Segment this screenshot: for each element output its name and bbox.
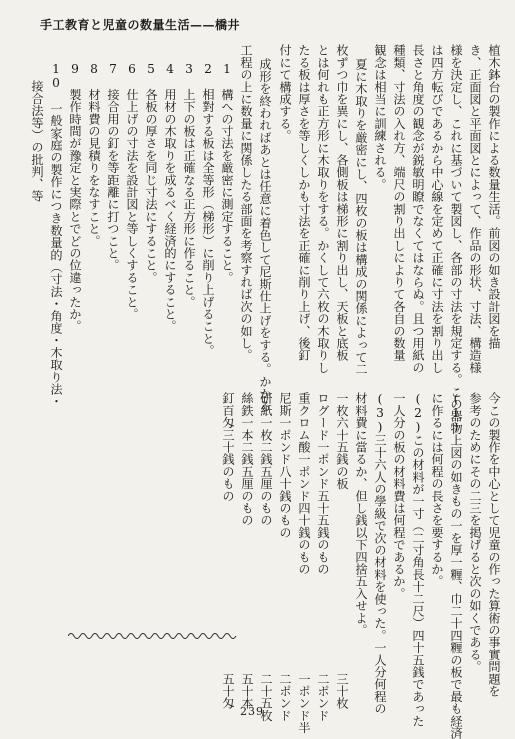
text-column: 今この製作を中心として児童の作った算術の事實問題を (487, 392, 501, 697)
text-column: とは何れも正方形に木取りをする。かくして六枚の木取りし (316, 44, 330, 374)
material-row: 釘百匁三十銭のもの 五十匁 (221, 392, 235, 710)
text-column: 観念は相当に訓練される。 (373, 44, 387, 191)
list-item: 7 接合用の釘を等距離に打つこと。 (106, 62, 120, 272)
text-column: 工程の上に数量に関係したる部面を考察すれば次の如し。 (239, 44, 253, 362)
problem-item: に作るには何程の長さを要するか。 (430, 392, 444, 588)
list-item: 2 相對する板は全等形（梯形）に削り上げること。 (201, 62, 215, 357)
problem-item: (3)三十六人の學級で次の材料を使った。一人分何程の (373, 392, 387, 715)
list-item: 9 製作時間が豫定と実際とでどの位違ったか。 (68, 62, 82, 333)
text-column: 参考のためにその二三を掲げると次の如くである。 (468, 392, 482, 673)
text-column: 夏に木取りを厳密にし、四枚の板は構成の関係によって二 (354, 58, 368, 376)
problem-item: 材料費に當るか、但し銭以下四捨五入せよ。 (354, 392, 368, 636)
material-row: 重クロム酸一ポンド四十銭のもの 一ポンド半 (297, 392, 311, 734)
list-item: 5 各板の厚さを同じ寸法にすること。 (144, 62, 158, 284)
text-column: 種類、寸法の入れ方、端尺の割り出しによりて各自の数量 (392, 44, 406, 362)
material-row: 絲鉄一本二銭五厘のもの 五十本 (240, 392, 254, 710)
text-column: 成形を終わればあとは任意に着色して尼斯仕上げをする。かかる (258, 58, 272, 412)
material-row: 尼斯一ポンド八十銭のもの 二ポンド (278, 392, 292, 722)
list-item: 1 構への寸法を厳密に測定すること。 (220, 62, 234, 284)
page-number: 239 (240, 705, 264, 718)
list-item: 4 用材の木取りを成るべく経済的にすること。 (163, 62, 177, 333)
list-item: 8 材料費の見積りをなすこと。 (87, 62, 101, 247)
text-column: き、正面図と平面図とによって、作品の形状、寸法、構造様 (468, 44, 482, 374)
wavy-divider (68, 630, 238, 642)
running-header: 手工教育と児童の数量生活——橋井 (40, 18, 241, 32)
text-column: 植木鉢台の製作による数量生活。前図の如き設計図を描 (487, 44, 501, 349)
material-row: 一枚六十五銭の板 三十枚 (335, 392, 349, 710)
list-item: 3 上下の板は正確なる正方形に作ること。 (182, 62, 196, 308)
list-item: 10 一般家庭の製作につき数量的（寸法・角度・木取り法・ (49, 62, 63, 408)
text-column: 接合法等）の批判、等 (30, 80, 44, 202)
problem-item: 一人分の板の材料費は何程であるか。 (392, 392, 406, 600)
text-column: 様を決定し、これに基づいて製図し、各部の寸法を規定する。この器物 (449, 44, 463, 435)
problem-item: (2)この材料が一寸（二寸角長十二尺）四十五銭であった (411, 392, 425, 727)
text-column: たる板は厚さを等しくしかも寸法を正確に削り上げ、後釘 (297, 44, 311, 362)
list-item: 6 仕上げの寸法を設計図と等しくすること。 (125, 62, 139, 320)
material-row: 研紙一枚二銭五厘のもの 二十五枚 (259, 392, 273, 722)
material-row: ログード一ポンド五十五銭のもの 二ポンド (316, 392, 330, 722)
text-column: 付にて構成する。 (278, 44, 292, 142)
text-column: 長さと角度の観念が鋭敏明瞭でなくてはならぬ。且つ用紙の (411, 44, 425, 374)
problem-item: (1)上図の如きもの一を厚一糎、巾二十四糎の板で最も経済 (449, 392, 463, 739)
text-column: は四方転びであるから中心線を定めて正確に寸法を割り出し (430, 44, 444, 374)
text-column: 枚ずつ巾を異にし、各側板は梯形に割り出し、天板と底板 (335, 44, 349, 362)
